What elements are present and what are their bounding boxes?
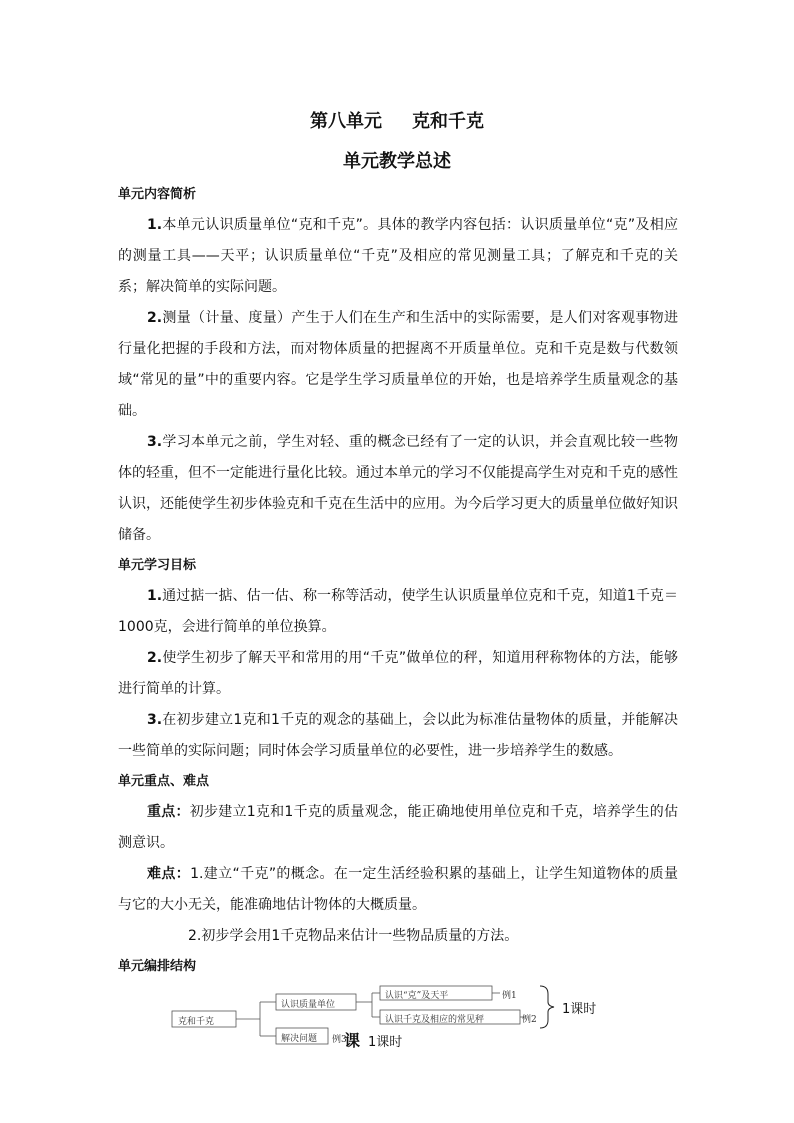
section-heading-keypoints: 单元重点、难点 [118, 774, 210, 789]
structure-leaf-kilogram: 认识千克及相应的常见秤 [385, 1015, 485, 1025]
structure-branch-solve: 解决问题 [281, 1034, 318, 1044]
goals-paragraph-3: 3.在初步建立1克和1千克的观念的基础上，会以此为标准估量物体的质量，并能解决一些简单的实际问题；同时体会学习质量单位的必要性，进一步培养学生的数感。 [118, 712, 678, 759]
document-body [118, 180, 678, 1054]
key-point-paragraph: 重点：初步建立1克和1千克的质量观念，能正确地使用单位克和千克，培养学生的估测意识。 [118, 804, 679, 851]
analysis-paragraph-2: 2.测量（计量、度量）产生于人们在生产和生活中的实际需要，是人们对客观事物进行量化把握的手段和方法，而对物体质量的把握离不开质量单位。克和千克是数与代数领域“常见的量”中的重要内容。它是学生学习质量单位的开始，也是培养学生质量观念的基础。 [118, 310, 678, 419]
section-heading-structure: 单元编排结构 [118, 959, 197, 974]
section-heading-goals: 单元学习目标 [118, 558, 197, 573]
difficulty-paragraph-1: 难点：1.建立“千克”的概念。在一定生活经验积累的基础上，让学生知道物体的质量与它的大小无关，能准确地估计物体的大概质量。 [118, 866, 679, 913]
structure-hours-solve: 1课时 [368, 1035, 403, 1050]
structure-leaf-kilogram-example: 例2 [522, 1015, 537, 1025]
structure-branch-recognize: 认识质量单位 [281, 1000, 336, 1010]
difficulty-paragraph-2: 2.初步学会用1千克物品来估计一些物品质量的方法。 [188, 928, 519, 944]
page-subtitle: 单元教学总述 [343, 151, 451, 172]
structure-leaf-gram-example: 例1 [502, 991, 517, 1001]
analysis-paragraph-1: 1.本单元认识质量单位“克和千克”。具体的教学内容包括：认识质量单位“克”及相应的测量工具——天平；认识质量单位“千克”及相应的常见测量工具；了解克和千克的关系；解决简单的实际问题。 [118, 217, 678, 295]
structure-root: 克和千克 [178, 1017, 215, 1027]
goals-paragraph-1: 1.通过掂一掂、估一估、称一称等活动，使学生认识质量单位克和千克，知道1千克＝1000克，会进行简单的单位换算。 [118, 588, 678, 635]
structure-hours-recognize: 1课时 [562, 1002, 597, 1017]
unit-name: 克和千克 [412, 111, 484, 132]
structure-leaf-gram: 认识“克”及天平 [385, 991, 449, 1001]
section-heading-analysis: 单元内容简析 [118, 187, 197, 202]
structure-diagram [118, 984, 678, 1054]
unit-number: 第八单元 [310, 111, 382, 132]
unit-title [0, 107, 794, 133]
goals-paragraph-2: 2.使学生初步了解天平和常用的用“千克”做单位的秤，知道用秤称物体的方法，能够进行简单的计算。 [118, 650, 678, 697]
analysis-paragraph-3: 3.学习本单元之前，学生对轻、重的概念已经有了一定的认识，并会直观比较一些物体的轻重，但不一定能进行量化比较。通过本单元的学习不仅能提高学生对克和千克的感性认识，还能使学生初步体验克和千克在生活中的应用。为今后学习更大的质量单位做好知识储备。 [118, 434, 678, 543]
structure-hours-mark: 课 [344, 1031, 361, 1050]
structure-branch-solve-example: 例3 [332, 1035, 347, 1045]
